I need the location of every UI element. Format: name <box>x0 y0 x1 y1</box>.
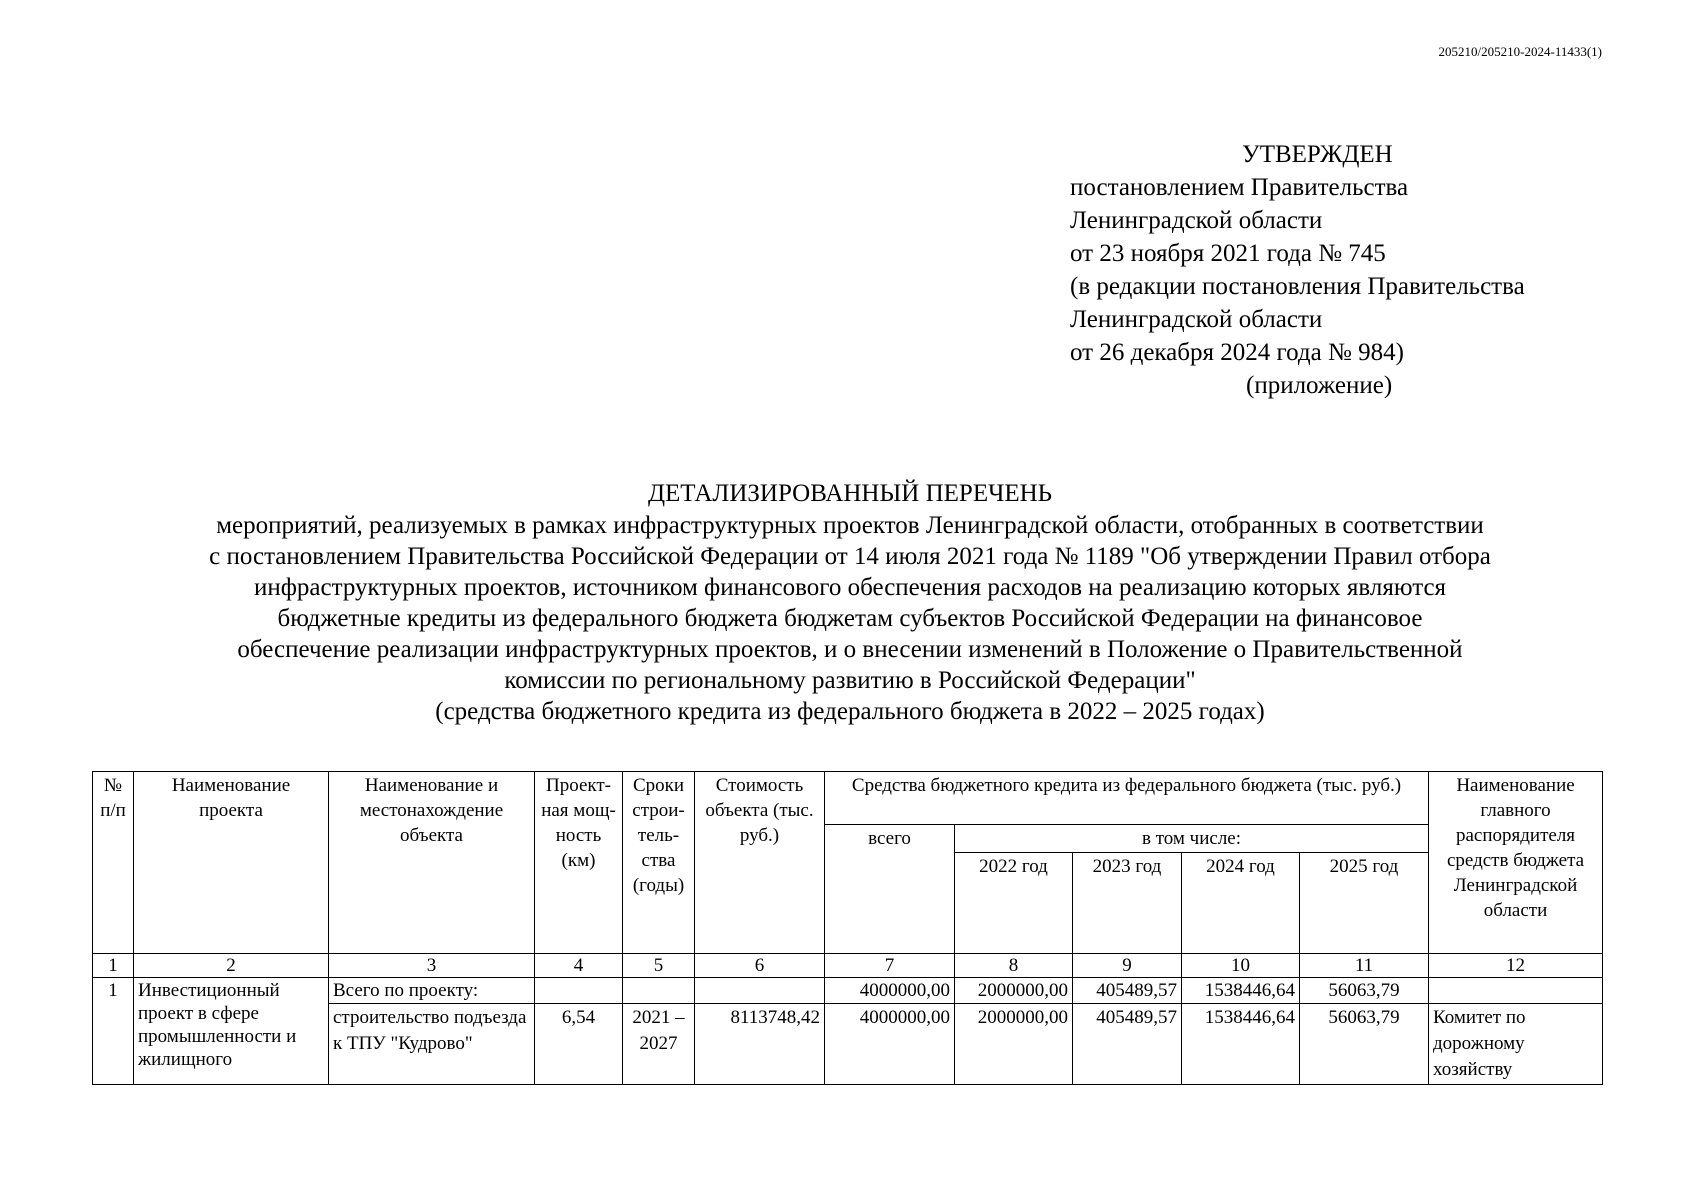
header-num: № п/п <box>93 772 134 954</box>
appendix-label: (приложение) <box>1246 372 1393 399</box>
header-credit: Средства бюджетного кредита из федерального бюджета (тыс. руб.) <box>825 772 1429 825</box>
approval-heading: УТВЕРЖДЕН <box>1242 141 1393 168</box>
column-number: 10 <box>1182 954 1300 978</box>
document-title <box>90 478 1610 727</box>
row-sum: 4000000,00 <box>825 1004 955 1085</box>
row-2025: 56063,79 <box>1300 1004 1429 1085</box>
column-number: 12 <box>1429 954 1603 978</box>
title-line: обеспечение реализации инфраструктурных проектов, и о внесении изменений в Положение о Правительственной <box>237 636 1463 663</box>
table-row <box>93 978 1603 1004</box>
row-terms-empty <box>623 978 695 1004</box>
row-total-label: Всего по проекту: <box>329 978 535 1004</box>
header-total: всего <box>825 825 955 954</box>
approval-line: Ленинградской области <box>1070 306 1323 333</box>
header-2022: 2022 год <box>955 853 1073 954</box>
header-project: Наименование проекта <box>134 772 329 954</box>
document-id: 205210/205210-2024-11433(1) <box>1438 44 1602 59</box>
approval-line: (в редакции постановления Правительства <box>1070 273 1525 300</box>
column-number: 4 <box>535 954 623 978</box>
column-number: 8 <box>955 954 1073 978</box>
header-manager: Наименование главного распорядителя средств бюджета Ленинградской области <box>1429 772 1603 954</box>
row-total-2024: 1538446,64 <box>1182 978 1300 1004</box>
title-line: (средства бюджетного кредита из федерального бюджета в 2022 – 2025 годах) <box>435 698 1265 725</box>
row-num: 1 <box>93 978 134 1085</box>
approval-line: от 23 ноября 2021 года № 745 <box>1070 240 1386 267</box>
row-capacity: 6,54 <box>535 1004 623 1085</box>
row-total-2023: 405489,57 <box>1073 978 1182 1004</box>
row-manager: Комитет по дорожному хозяйству <box>1429 1004 1603 1085</box>
header-2023: 2023 год <box>1073 853 1182 954</box>
column-numbers-row <box>93 954 1603 978</box>
approval-line: постановлением Правительства <box>1070 174 1409 201</box>
header-cost: Стоимость объекта (тыс. руб.) <box>695 772 825 954</box>
row-2022: 2000000,00 <box>955 1004 1073 1085</box>
title-main: ДЕТАЛИЗИРОВАННЫЙ ПЕРЕЧЕНЬ <box>647 480 1053 507</box>
column-number: 11 <box>1300 954 1429 978</box>
row-manager-empty <box>1429 978 1603 1004</box>
row-2024: 1538446,64 <box>1182 1004 1300 1085</box>
approval-line: Ленинградской области <box>1070 207 1323 234</box>
header-2024: 2024 год <box>1182 853 1300 954</box>
row-total-2025: 56063,79 <box>1300 978 1429 1004</box>
column-number: 1 <box>93 954 134 978</box>
row-2023: 405489,57 <box>1073 1004 1182 1085</box>
header-terms: Сроки строи-тель-ства (годы) <box>623 772 695 954</box>
header-2025: 2025 год <box>1300 853 1429 954</box>
projects-table <box>92 771 1603 1085</box>
row-project: Инвестиционный проект в сфере промышленности и жилищного <box>134 978 329 1085</box>
column-number: 7 <box>825 954 955 978</box>
title-line: с постановлением Правительства Российской Федерации от 14 июля 2021 года № 1189 "Об утверждении Правил отбора <box>209 543 1491 570</box>
row-terms: 2021 – 2027 <box>623 1004 695 1085</box>
title-line: комиссии по региональному развитию в Российской Федерации" <box>504 667 1196 694</box>
row-cost-empty <box>695 978 825 1004</box>
row-cost: 8113748,42 <box>695 1004 825 1085</box>
row-total-sum: 4000000,00 <box>825 978 955 1004</box>
column-number: 2 <box>134 954 329 978</box>
header-object: Наименование и местонахождение объекта <box>329 772 535 954</box>
title-line: инфраструктурных проектов, источником финансового обеспечения расходов на реализацию которых являются <box>253 574 1447 601</box>
column-number: 9 <box>1073 954 1182 978</box>
row-object: строительство подъезда к ТПУ "Кудрово" <box>329 1004 535 1085</box>
column-number: 5 <box>623 954 695 978</box>
title-line: мероприятий, реализуемых в рамках инфраструктурных проектов Ленинградской области, отобранных в соответствии <box>216 512 1484 539</box>
title-line: бюджетные кредиты из федерального бюджета бюджетам субъектов Российской Федерации на финансовое <box>277 605 1423 632</box>
header-capacity: Проект-ная мощ-ность (км) <box>535 772 623 954</box>
column-number: 3 <box>329 954 535 978</box>
approval-block <box>1070 138 1630 402</box>
row-capacity-empty <box>535 978 623 1004</box>
approval-line: от 26 декабря 2024 года № 984) <box>1070 339 1404 366</box>
column-number: 6 <box>695 954 825 978</box>
row-total-2022: 2000000,00 <box>955 978 1073 1004</box>
header-including: в том числе: <box>955 825 1429 853</box>
